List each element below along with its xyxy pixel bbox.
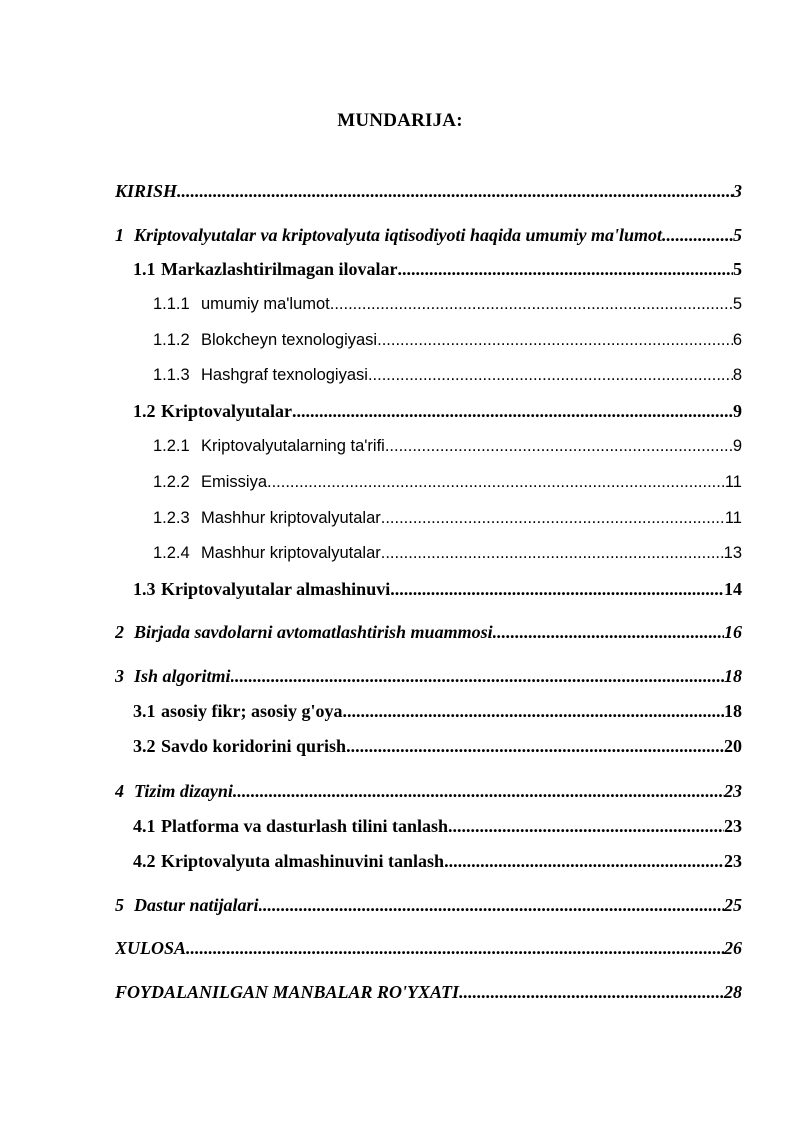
toc-leader-dots: [444, 851, 724, 872]
toc-entry-1[interactable]: [115, 225, 742, 249]
toc-entry-label: Kriptovalyutalar va kriptovalyuta iqtisodiyoti haqida umumiy ma'lumot: [134, 225, 663, 245]
toc-entry-number: 1.1.1: [153, 295, 190, 313]
toc-entry-1-1-2[interactable]: [153, 331, 742, 355]
toc-entry-number: 4.2: [133, 851, 156, 871]
toc-entry-label: Birjada savdolarni avtomatlashtirish muammosi: [134, 622, 493, 642]
toc-entry-3-1[interactable]: [133, 701, 742, 725]
toc-entry-number: 1.2.3: [153, 509, 190, 527]
toc-entry-page: 23: [724, 816, 742, 836]
toc-entry-label: Markazlashtirilmagan ilovalar: [161, 259, 398, 279]
toc-entry-number: 4.1: [133, 816, 156, 836]
toc-entry-label: umumiy ma'lumot: [201, 295, 330, 313]
toc-entry-number: 1.3: [133, 579, 156, 599]
toc-entry-page: 3: [733, 181, 742, 201]
toc-entry-page: 5: [733, 225, 742, 245]
toc-entry-3-2[interactable]: [133, 736, 742, 760]
toc-entry-label: KIRISH: [115, 181, 178, 201]
toc-entry-page: 13: [723, 544, 742, 562]
toc-entry-page: 18: [724, 701, 742, 721]
toc-entry-label: Ish algoritmi: [134, 666, 231, 686]
toc-entry-number: 3.2: [133, 736, 156, 756]
toc-entry-1-2-1[interactable]: [153, 437, 742, 461]
toc-entry-label: Dastur natijalari: [134, 895, 259, 915]
toc-entry-number: 1: [115, 225, 124, 245]
toc-entry-kirish[interactable]: [115, 181, 742, 205]
toc-entry-1-2-3[interactable]: [153, 509, 742, 533]
toc-entry-page: 11: [724, 473, 742, 491]
toc-entry-label: Kriptovalyutalar: [161, 401, 292, 421]
toc-entry-label: Emissiya: [201, 473, 268, 491]
toc-leader-dots: [368, 366, 733, 385]
toc-entry-page: 6: [732, 331, 742, 349]
toc-leader-dots: [343, 701, 724, 722]
toc-entry-page: 9: [733, 401, 742, 421]
toc-entry-number: 4: [115, 781, 124, 801]
toc-entry-number: 3.1: [133, 701, 156, 721]
toc-entry-number: 1.2.2: [153, 473, 190, 491]
toc-entry-page: 9: [732, 437, 742, 455]
toc-leader-dots: [493, 622, 724, 643]
toc-entry-2[interactable]: [115, 622, 742, 646]
toc-entry-xulosa[interactable]: [115, 938, 742, 962]
toc-entry-page: 18: [724, 666, 742, 686]
toc-entry-manbalar[interactable]: [115, 982, 742, 1006]
toc-leader-dots: [381, 544, 724, 563]
toc-leader-dots: [267, 473, 725, 492]
toc-entry-1-2[interactable]: [133, 401, 742, 425]
toc-entry-page: 5: [732, 295, 742, 313]
toc-entry-page: 11: [724, 509, 742, 527]
toc-entry-page: 23: [724, 851, 742, 871]
toc-entry-1-2-2[interactable]: [153, 473, 742, 497]
toc-entry-label: Hashgraf texnologiyasi: [201, 366, 368, 384]
toc-leader-dots: [177, 181, 733, 202]
toc-entry-label: XULOSA: [115, 938, 187, 958]
toc-entry-number: 1.2: [133, 401, 156, 421]
toc-entry-1-3[interactable]: [133, 579, 742, 603]
toc-leader-dots: [390, 579, 724, 600]
toc-entry-label: Tizim dizayni: [134, 781, 233, 801]
toc-leader-dots: [377, 331, 733, 350]
toc-entry-label: Mashhur kriptovalyutalar: [201, 544, 381, 562]
toc-entry-label: Platforma va dasturlash tilini tanlash: [161, 816, 449, 836]
toc-entry-number: 3: [115, 666, 124, 686]
toc-entry-1-1-1[interactable]: [153, 295, 742, 319]
toc-entry-4[interactable]: [115, 781, 742, 805]
toc-entry-label: Kriptovalyuta almashinuvini tanlash: [161, 851, 445, 871]
toc-entry-number: 1.2.4: [153, 544, 190, 562]
toc-leader-dots: [330, 295, 733, 314]
toc-entry-label: Kriptovalyutalarning ta'rifi: [201, 437, 385, 455]
toc-leader-dots: [385, 437, 733, 456]
toc-leader-dots: [397, 259, 733, 280]
toc-leader-dots: [186, 938, 724, 959]
toc-entry-number: 2: [115, 622, 124, 642]
toc-leader-dots: [292, 401, 733, 422]
toc-entry-page: 26: [724, 938, 742, 958]
toc-leader-dots: [231, 666, 724, 687]
toc-leader-dots: [346, 736, 724, 757]
toc-leader-dots: [233, 781, 724, 802]
toc-entry-page: 23: [724, 781, 742, 801]
toc-entry-number: 1.1: [133, 259, 156, 279]
toc-entry-label: FOYDALANILGAN MANBALAR RO'YXATI: [115, 982, 460, 1002]
toc-entry-label: Kriptovalyutalar almashinuvi: [161, 579, 391, 599]
toc-entry-page: 20: [724, 736, 742, 756]
toc-entry-4-1[interactable]: [133, 816, 742, 840]
page-title: MUNDARIJA:: [337, 110, 463, 131]
toc-leader-dots: [662, 225, 733, 246]
toc-leader-dots: [381, 509, 725, 528]
toc-entry-page: 25: [724, 895, 742, 915]
toc-entry-page: 16: [724, 622, 742, 642]
toc-entry-page: 14: [724, 579, 742, 599]
toc-leader-dots: [459, 982, 724, 1003]
toc-entry-page: 8: [732, 366, 742, 384]
toc-entry-label: Mashhur kriptovalyutalar: [201, 509, 381, 527]
toc-entry-4-2[interactable]: [133, 851, 742, 875]
toc-entry-label: Savdo koridorini qurish: [161, 736, 347, 756]
toc-entry-number: 5: [115, 895, 124, 915]
toc-entry-label: asosiy fikr; asosiy g'oya: [161, 701, 343, 721]
toc-entry-number: 1.2.1: [153, 437, 190, 455]
toc-entry-page: 28: [724, 982, 742, 1002]
toc-entry-3[interactable]: [115, 666, 742, 690]
toc-entry-number: 1.1.3: [153, 366, 190, 384]
toc-entry-1-1[interactable]: [133, 259, 742, 283]
toc-entry-page: 5: [733, 259, 742, 279]
toc-entry-1-1-3[interactable]: [153, 366, 742, 390]
toc-leader-dots: [259, 895, 724, 916]
toc-entry-5[interactable]: [115, 895, 742, 919]
toc-entry-number: 1.1.2: [153, 331, 190, 349]
toc-entry-label: Blokcheyn texnologiyasi: [201, 331, 378, 349]
toc-leader-dots: [448, 816, 724, 837]
toc-entry-1-2-4[interactable]: [153, 544, 742, 568]
